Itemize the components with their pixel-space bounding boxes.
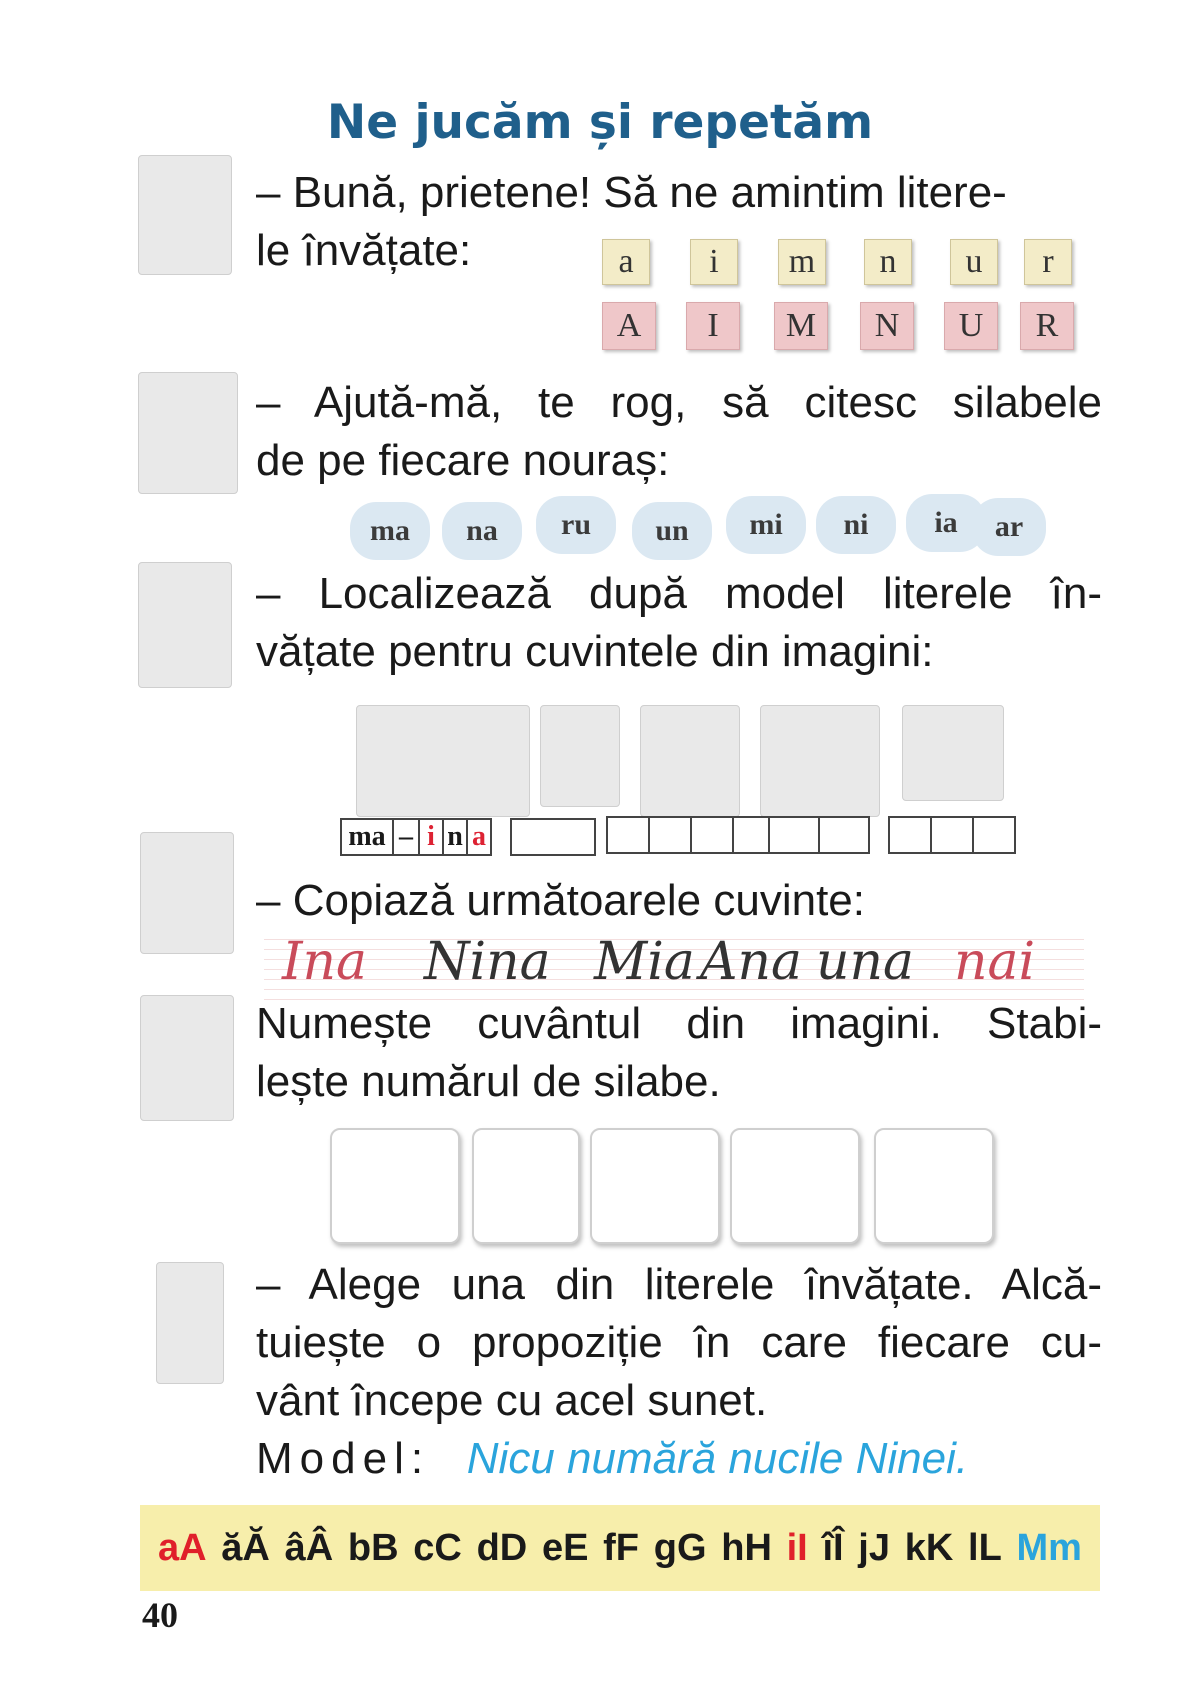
model-box: – [394, 818, 420, 856]
section2-line2: de pe fiecare nouraș: [256, 436, 670, 485]
section6-line3: vânt începe cu acel sunet. [256, 1376, 768, 1425]
section4-line1: – Copiază următoarele cuvinte: [256, 876, 865, 925]
letter-tile: r [1024, 239, 1072, 285]
lowercase-letter-tiles [602, 239, 1062, 289]
butterfly-image [472, 1128, 580, 1244]
section6-line1: – Alege una din literele învățate. Alcă- [256, 1260, 1102, 1309]
dwarf-grumpy-image [140, 832, 234, 954]
syllable-cloud: na [442, 502, 522, 560]
letter-tile: U [944, 302, 998, 350]
syllable-cloud: ia [906, 494, 986, 552]
page-number: 40 [142, 1595, 178, 1635]
syllable-cloud: un [632, 502, 712, 560]
syllable-cloud: ma [350, 502, 430, 560]
model-box: i [420, 818, 444, 856]
letter-tile: n [864, 239, 912, 285]
section6-text [256, 1256, 1102, 1488]
alphabet-pair: îÎ [822, 1526, 844, 1569]
dwarf-sneezy-image [140, 995, 234, 1121]
alphabet-pair: Mm [1016, 1526, 1082, 1569]
elephant-image [330, 1128, 460, 1244]
alphabet-pair: kK [904, 1526, 954, 1569]
section5-text [256, 995, 1102, 1111]
model-box: n [444, 818, 468, 856]
cursive-word: Mia [594, 932, 695, 992]
alphabet-pair: bB [347, 1526, 399, 1569]
answer-boxes-perfume[interactable] [768, 816, 870, 854]
section5-line1: Numește cuvântul din imagini. Stabi- [256, 999, 1102, 1048]
syllable-cloud: mi [726, 496, 806, 554]
letter-tile: m [778, 239, 826, 285]
alphabet-pair: dD [476, 1526, 528, 1569]
section3-line1: – Localizează după model literele în- [256, 569, 1102, 618]
letter-tile: A [602, 302, 656, 350]
section6-line2: tuiește o propoziție în care fiecare cu- [256, 1318, 1102, 1367]
answer-boxes-apple[interactable] [510, 818, 596, 856]
alphabet-pair: âÂ [284, 1526, 334, 1569]
letter-tile: I [686, 302, 740, 350]
cursive-word: una [816, 932, 914, 992]
letter-tile: i [690, 239, 738, 285]
alphabet-pair: jJ [858, 1526, 890, 1569]
perfume-image [760, 705, 880, 817]
alphabet-pair: gG [653, 1526, 707, 1569]
model-sentence: Nicu numără nucile Ninei. [466, 1434, 969, 1483]
section5-line2: lește numărul de silabe. [256, 1057, 721, 1106]
blackberry-image [874, 1128, 994, 1244]
letter-tile: a [602, 239, 650, 285]
section3-text [256, 565, 1102, 681]
cursive-word: Ina [282, 932, 368, 992]
rabbit-image [590, 1128, 720, 1244]
picture-tiles [330, 1128, 1000, 1248]
syllable-cloud: ar [972, 498, 1046, 556]
alphabet-band [140, 1505, 1100, 1591]
snow-white-image [156, 1262, 224, 1384]
letter-tile: N [860, 302, 914, 350]
dwarf-waving-image [138, 372, 238, 494]
section1-line2: le învățate: [256, 226, 472, 275]
model-label: Model: [256, 1434, 431, 1483]
letter-tile: R [1020, 302, 1074, 350]
alphabet-pair: eE [541, 1526, 589, 1569]
dwarf-happy-image [138, 155, 232, 275]
model-line [256, 1430, 1102, 1488]
cursive-words [264, 930, 1084, 1004]
model-word-boxes [340, 818, 500, 858]
shirt-image [640, 705, 740, 817]
section2-line1: – Ajută-mă, te rog, să citesc silabele [256, 378, 1102, 427]
tractor-image [730, 1128, 860, 1244]
syllable-clouds [350, 494, 1050, 564]
alphabet-pair: aA [158, 1526, 207, 1569]
letter-tile: u [950, 239, 998, 285]
alphabet-pair: lL [968, 1526, 1002, 1569]
letter-tile: M [774, 302, 828, 350]
apple-image [540, 705, 620, 807]
model-box: a [468, 818, 492, 856]
alphabet-pair: iI [786, 1526, 808, 1569]
cursive-word: Ana [700, 932, 803, 992]
cursive-word: nai [954, 932, 1036, 992]
car-image [356, 705, 530, 817]
heart-image [902, 705, 1004, 801]
section2-text [256, 374, 1102, 490]
alphabet-pair: fF [603, 1526, 640, 1569]
answer-boxes-heart[interactable] [888, 816, 1016, 854]
dwarf-bashful-image [138, 562, 232, 688]
section3-line2: vățate pentru cuvintele din imagini: [256, 627, 934, 676]
syllable-cloud: ru [536, 496, 616, 554]
page-title: Ne jucăm și repetăm [326, 95, 874, 150]
uppercase-letter-tiles [602, 302, 1072, 354]
section1-line1: – Bună, prietene! Să ne amintim litere- [256, 168, 1007, 217]
answer-boxes-shirt[interactable] [606, 816, 776, 854]
cursive-word: Nina [424, 932, 551, 992]
alphabet-pair: ăĂ [221, 1526, 270, 1569]
alphabet-pair: hH [721, 1526, 772, 1569]
alphabet-pair: cC [413, 1526, 462, 1569]
model-box: ma [340, 818, 394, 856]
syllable-cloud: ni [816, 496, 896, 554]
